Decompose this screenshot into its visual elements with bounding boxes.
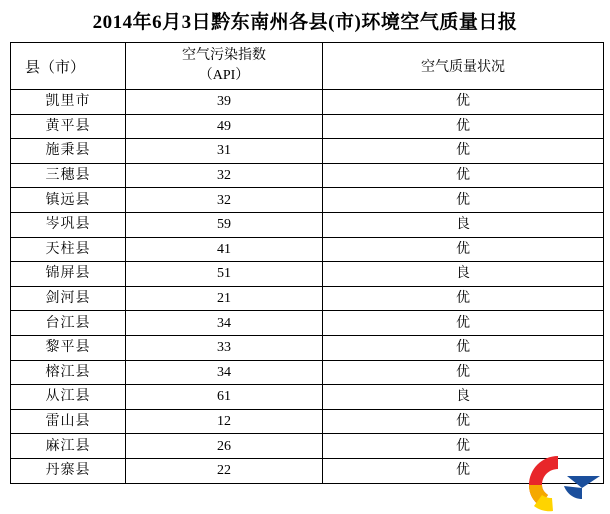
header-label-api bbox=[126, 46, 322, 86]
cell-api: 21 bbox=[126, 286, 323, 311]
table-row bbox=[11, 286, 604, 311]
cell-status: 优 bbox=[323, 335, 604, 360]
table-row bbox=[11, 335, 604, 360]
cell-county: 施秉县 bbox=[11, 139, 126, 164]
table-row bbox=[11, 409, 604, 434]
header-label-api-line2: （API） bbox=[198, 68, 250, 83]
cell-status: 优 bbox=[323, 286, 604, 311]
cell-county: 岑巩县 bbox=[11, 212, 126, 237]
cell-county: 锦屏县 bbox=[11, 262, 126, 287]
page-title: 2014年6月3日黔东南州各县(市)环境空气质量日报 bbox=[92, 12, 518, 33]
cell-api: 59 bbox=[126, 212, 323, 237]
table-row bbox=[11, 114, 604, 139]
cell-status: 优 bbox=[323, 311, 604, 336]
cell-county: 台江县 bbox=[11, 311, 126, 336]
table-row bbox=[11, 237, 604, 262]
table-header bbox=[11, 43, 604, 90]
cell-county: 黄平县 bbox=[11, 114, 126, 139]
air-quality-table bbox=[10, 42, 604, 484]
table-header-row bbox=[11, 43, 604, 90]
table-row bbox=[11, 311, 604, 336]
cell-status: 优 bbox=[323, 188, 604, 213]
header-label-api-line1: 空气污染指数 bbox=[182, 48, 266, 63]
cell-status: 优 bbox=[323, 434, 604, 459]
cell-status: 优 bbox=[323, 409, 604, 434]
cell-county: 丹寨县 bbox=[11, 458, 126, 483]
cell-api: 51 bbox=[126, 262, 323, 287]
table-row bbox=[11, 188, 604, 213]
table-row bbox=[11, 163, 604, 188]
cell-status: 良 bbox=[323, 212, 604, 237]
cell-api: 33 bbox=[126, 335, 323, 360]
cell-county: 麻江县 bbox=[11, 434, 126, 459]
header-cell-county bbox=[11, 43, 126, 90]
table-row bbox=[11, 458, 604, 483]
cell-api: 32 bbox=[126, 163, 323, 188]
cell-api: 12 bbox=[126, 409, 323, 434]
cell-status: 优 bbox=[323, 458, 604, 483]
header-cell-api bbox=[126, 43, 323, 90]
cell-county: 天柱县 bbox=[11, 237, 126, 262]
cell-status: 良 bbox=[323, 262, 604, 287]
table-row bbox=[11, 212, 604, 237]
cell-county: 黎平县 bbox=[11, 335, 126, 360]
cell-api: 41 bbox=[126, 237, 323, 262]
table-row bbox=[11, 139, 604, 164]
table-row bbox=[11, 385, 604, 410]
table-row bbox=[11, 360, 604, 385]
cell-api: 49 bbox=[126, 114, 323, 139]
cell-county: 雷山县 bbox=[11, 409, 126, 434]
header-cell-status bbox=[323, 43, 604, 90]
cell-status: 优 bbox=[323, 163, 604, 188]
cell-status: 优 bbox=[323, 114, 604, 139]
table-row bbox=[11, 90, 604, 115]
cell-api: 32 bbox=[126, 188, 323, 213]
cell-status: 优 bbox=[323, 90, 604, 115]
table-row bbox=[11, 434, 604, 459]
cell-status: 优 bbox=[323, 360, 604, 385]
cell-api: 61 bbox=[126, 385, 323, 410]
cell-county: 剑河县 bbox=[11, 286, 126, 311]
cell-api: 34 bbox=[126, 311, 323, 336]
cell-api: 26 bbox=[126, 434, 323, 459]
cell-api: 39 bbox=[126, 90, 323, 115]
cell-api: 34 bbox=[126, 360, 323, 385]
cell-status: 优 bbox=[323, 139, 604, 164]
cell-county: 从江县 bbox=[11, 385, 126, 410]
cell-api: 31 bbox=[126, 139, 323, 164]
cell-county: 榕江县 bbox=[11, 360, 126, 385]
cell-status: 良 bbox=[323, 385, 604, 410]
cell-status: 优 bbox=[323, 237, 604, 262]
header-label-county: 县（市） bbox=[25, 59, 86, 76]
cell-county: 凯里市 bbox=[11, 90, 126, 115]
cell-county: 三穗县 bbox=[11, 163, 126, 188]
cell-api: 22 bbox=[126, 458, 323, 483]
table-body bbox=[11, 90, 604, 484]
cell-county: 镇远县 bbox=[11, 188, 126, 213]
table-row bbox=[11, 262, 604, 287]
header-label-status: 空气质量状况 bbox=[421, 60, 505, 75]
